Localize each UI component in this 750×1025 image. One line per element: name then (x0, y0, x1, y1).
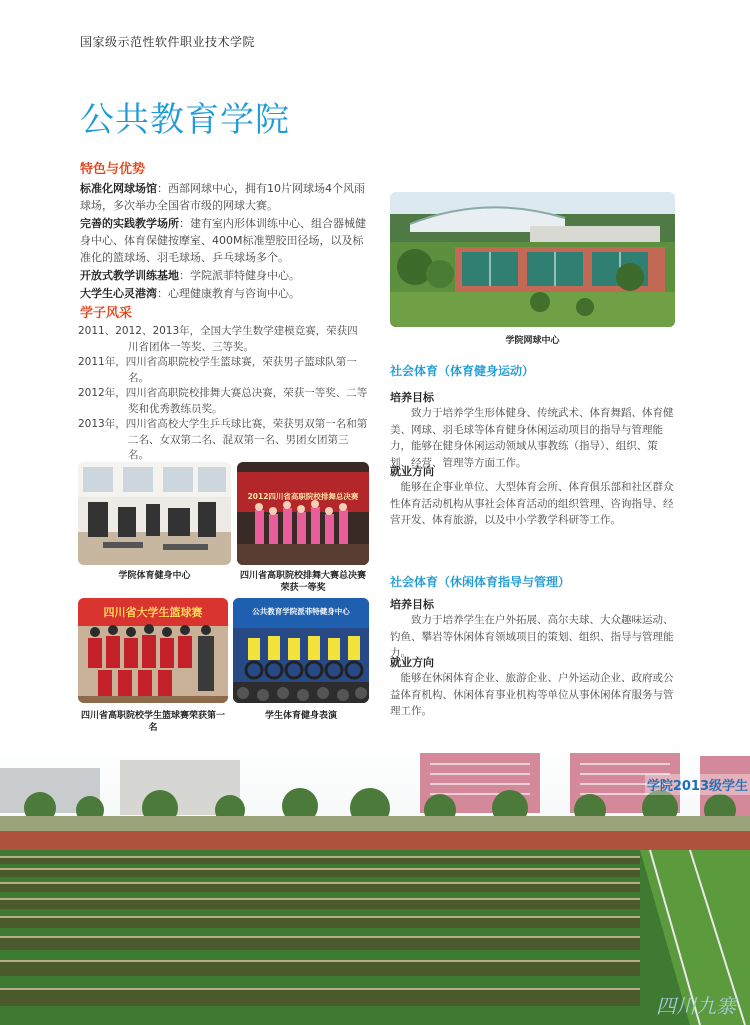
program-2-career-text: 能够在休闲体育企业、旅游企业、户外运动企业、政府或公益体育机构、休闲体育事业机构等单位从事休闲体育服务与管理工作。 (390, 672, 674, 717)
program-2-goal-heading: 培养目标 (390, 598, 434, 611)
program-2-goal-text: 致力于培养学生在户外拓展、高尔夫球、大众趣味运动、钓鱼、攀岩等休闲体育领域项目的策划、组织、指导与管理能力。 (390, 614, 674, 659)
basketball-banner: 四川省大学生篮球赛 (103, 606, 203, 619)
feature-item: 开放式教学训练基地：学院派菲特健身中心。 (80, 269, 300, 282)
achievements-list (78, 324, 368, 464)
achievement-item: 2012年，四川省高职院校排舞大赛总决赛，荣获一等奖、二等奖和优秀教练员奖。 (78, 387, 368, 415)
tennis-caption: 学院网球中心 (505, 336, 560, 346)
features-heading: 特色与优势 (80, 162, 146, 177)
program-1-title: 社会体育（体育健身运动） (390, 364, 535, 378)
page-title: 公共教育学院 (80, 100, 290, 140)
gym-photo (78, 462, 231, 565)
basketball-caption: 四川省高职院校学生篮球赛荣获第一名 (80, 711, 225, 733)
feature-item: 大学生心灵港湾：心理健康教育与咨询中心。 (80, 287, 300, 300)
gym-caption: 学院体育健身中心 (118, 571, 191, 581)
dance-caption: 四川省高职院校排舞大赛总决赛荣获一等奖 (239, 571, 366, 593)
fitness-show-photo (233, 598, 369, 703)
basketball-photo (78, 598, 228, 703)
program-2-career-heading: 就业方向 (390, 656, 434, 669)
feature-item: 完善的实践教学场所：建有室内形体训练中心、组合器械健身中心、体育保健按摩室、400M标准塑胶田径场，以及标准化的篮球场、羽毛球场、乒乓球场多个。 (80, 217, 366, 264)
school-name: 国家级示范性软件职业技术学院 (80, 35, 256, 49)
program-1-career-heading: 就业方向 (390, 465, 434, 478)
fitness-banner: 公共教育学院派菲特健身中心 (252, 607, 350, 616)
program-1-goal-heading: 培养目标 (390, 391, 434, 404)
achievement-item: 2011、2012、2013年，全国大学生数学建模竞赛，荣获四川省团体一等奖、三等奖。 (78, 325, 358, 353)
bottom-banner: 学院2013级学生 (645, 774, 750, 795)
feature-item: 标准化网球场馆：西部网球中心，拥有10片网球场4个风雨球场，多次举办全国省市级的网球大赛。 (80, 182, 365, 212)
achievements-heading: 学子风采 (80, 306, 133, 321)
achievement-item: 2013年，四川省高校大学生乒乓球比赛，荣获男双第一名和第二名、女双第二名、混双第一名、男团女团第三名。 (78, 418, 368, 461)
achievement-item: 2011年，四川省高职院校学生篮球赛，荣获男子篮球队第一名。 (78, 356, 357, 384)
campus-assembly-photo (0, 738, 750, 1025)
program-1-career-text: 能够在企事业单位、大型体育会所、体育俱乐部和社区群众性体育活动机构从事社会体育活动的组织管理、咨询指导、经营开发、体育旅游，以及中小学教学科研等工作。 (390, 481, 674, 526)
tennis-center-photo (390, 192, 675, 327)
program-1-goal-text: 致力于培养学生形体健身、传统武术、体育舞蹈、体育健美、网球、羽毛球等体育健身休闲运动项目的指导与管理能力，能够在健身休闲运动领域从事教练（指导）、组织、策划、经营、管理等方面工作。 (390, 407, 674, 469)
dance-photo (237, 462, 369, 565)
features-list (80, 180, 370, 302)
program-2-title: 社会体育（休闲体育指导与管理） (390, 575, 571, 589)
footer-logo: 四川九寨 (656, 994, 736, 1018)
fitness-caption: 学生体育健身表演 (264, 711, 337, 721)
dance-banner: 2012四川省高职院校排舞总决赛 (247, 492, 359, 501)
